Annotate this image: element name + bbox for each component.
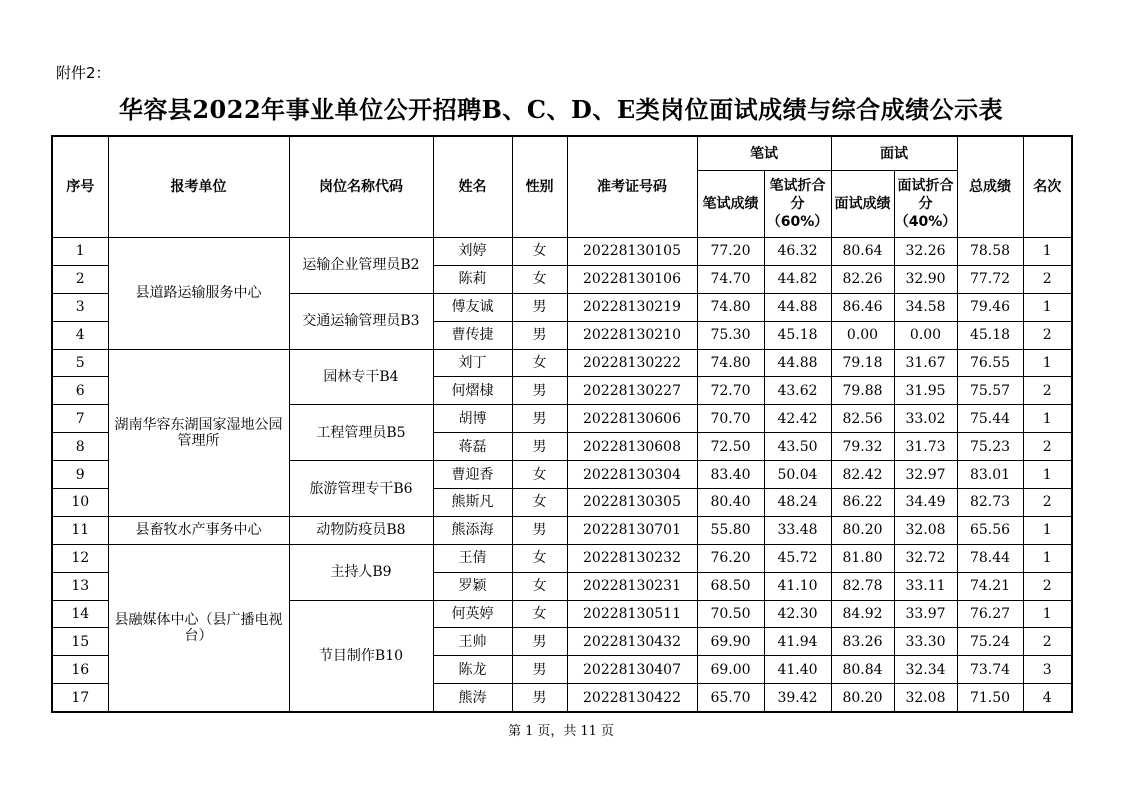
footer-prefix: 第 <box>508 724 522 739</box>
interview-converted-cell: 32.08 <box>894 516 957 544</box>
unit-cell: 县融媒体中心（县广播电视台） <box>108 544 289 712</box>
ticket-cell: 20228130511 <box>567 600 697 628</box>
total-score-cell: 78.44 <box>957 544 1023 572</box>
written-score-cell: 69.00 <box>697 656 764 684</box>
written-converted-cell: 44.88 <box>764 349 831 377</box>
interview-converted-cell: 31.73 <box>894 433 957 461</box>
written-score-cell: 72.70 <box>697 377 764 405</box>
gender-cell: 女 <box>512 265 567 293</box>
header-seq: 序号 <box>52 136 108 238</box>
seq-cell: 2 <box>52 265 108 293</box>
gender-cell: 男 <box>512 628 567 656</box>
name-cell: 王帅 <box>433 628 512 656</box>
interview-score-cell: 82.78 <box>831 572 894 600</box>
interview-converted-cell: 31.95 <box>894 377 957 405</box>
written-converted-cell: 45.72 <box>764 544 831 572</box>
header-name: 姓名 <box>433 136 512 238</box>
interview-score-cell: 86.46 <box>831 293 894 321</box>
footer-mid: 页，共 <box>537 724 577 739</box>
seq-cell: 1 <box>52 238 108 266</box>
header-ticket: 准考证号码 <box>567 136 697 238</box>
ticket-cell: 20228130432 <box>567 628 697 656</box>
written-score-cell: 70.70 <box>697 405 764 433</box>
name-cell: 胡博 <box>433 405 512 433</box>
seq-cell: 16 <box>52 656 108 684</box>
position-cell: 节目制作B10 <box>289 600 433 712</box>
name-cell: 陈莉 <box>433 265 512 293</box>
rank-cell: 2 <box>1023 628 1072 656</box>
written-converted-cell: 50.04 <box>764 461 831 489</box>
rank-cell: 2 <box>1023 433 1072 461</box>
rank-cell: 2 <box>1023 265 1072 293</box>
position-cell: 交通运输管理员B3 <box>289 293 433 349</box>
interview-converted-cell: 32.90 <box>894 265 957 293</box>
ticket-cell: 20228130219 <box>567 293 697 321</box>
gender-cell: 男 <box>512 433 567 461</box>
written-converted-cell: 39.42 <box>764 684 831 712</box>
header-interview-group: 面试 <box>831 136 957 171</box>
written-converted-cell: 41.40 <box>764 656 831 684</box>
interview-converted-cell: 32.34 <box>894 656 957 684</box>
header-total: 总成绩 <box>957 136 1023 238</box>
gender-cell: 女 <box>512 489 567 517</box>
seq-cell: 14 <box>52 600 108 628</box>
written-score-cell: 77.20 <box>697 238 764 266</box>
seq-cell: 12 <box>52 544 108 572</box>
written-score-cell: 74.80 <box>697 349 764 377</box>
header-written-converted: 笔试折合分（60%） <box>764 171 831 238</box>
gender-cell: 女 <box>512 461 567 489</box>
written-score-cell: 55.80 <box>697 516 764 544</box>
rank-cell: 1 <box>1023 293 1072 321</box>
position-cell: 工程管理员B5 <box>289 405 433 461</box>
total-score-cell: 73.74 <box>957 656 1023 684</box>
total-score-cell: 75.23 <box>957 433 1023 461</box>
ticket-cell: 20228130227 <box>567 377 697 405</box>
position-cell: 园林专干B4 <box>289 349 433 405</box>
header-position: 岗位名称代码 <box>289 136 433 238</box>
seq-cell: 5 <box>52 349 108 377</box>
header-interview-score: 面试成绩 <box>831 171 894 238</box>
written-converted-cell: 43.62 <box>764 377 831 405</box>
position-cell: 运输企业管理员B2 <box>289 238 433 294</box>
seq-cell: 9 <box>52 461 108 489</box>
name-cell: 刘丁 <box>433 349 512 377</box>
gender-cell: 男 <box>512 656 567 684</box>
table-row <box>52 349 1072 377</box>
interview-score-cell: 82.56 <box>831 405 894 433</box>
footer-page: 1 <box>525 724 534 739</box>
total-score-cell: 65.56 <box>957 516 1023 544</box>
written-score-cell: 83.40 <box>697 461 764 489</box>
written-score-cell: 74.70 <box>697 265 764 293</box>
interview-converted-cell: 32.08 <box>894 684 957 712</box>
total-score-cell: 83.01 <box>957 461 1023 489</box>
gender-cell: 男 <box>512 684 567 712</box>
page-footer <box>0 720 1122 739</box>
total-score-cell: 76.55 <box>957 349 1023 377</box>
total-score-cell: 74.21 <box>957 572 1023 600</box>
total-score-cell: 75.24 <box>957 628 1023 656</box>
seq-cell: 10 <box>52 489 108 517</box>
total-score-cell: 75.44 <box>957 405 1023 433</box>
rank-cell: 1 <box>1023 405 1072 433</box>
total-score-cell: 76.27 <box>957 600 1023 628</box>
name-cell: 刘婷 <box>433 238 512 266</box>
total-score-cell: 79.46 <box>957 293 1023 321</box>
gender-cell: 男 <box>512 516 567 544</box>
interview-score-cell: 83.26 <box>831 628 894 656</box>
unit-cell: 县道路运输服务中心 <box>108 238 289 350</box>
interview-converted-cell: 0.00 <box>894 321 957 349</box>
name-cell: 曹迎香 <box>433 461 512 489</box>
ticket-cell: 20228130232 <box>567 544 697 572</box>
interview-converted-cell: 34.49 <box>894 489 957 517</box>
ticket-cell: 20228130304 <box>567 461 697 489</box>
interview-converted-cell: 31.67 <box>894 349 957 377</box>
gender-cell: 男 <box>512 293 567 321</box>
written-converted-cell: 41.94 <box>764 628 831 656</box>
interview-converted-cell: 33.30 <box>894 628 957 656</box>
table-row <box>52 238 1072 266</box>
gender-cell: 男 <box>512 321 567 349</box>
gender-cell: 女 <box>512 238 567 266</box>
gender-cell: 男 <box>512 377 567 405</box>
interview-score-cell: 80.20 <box>831 684 894 712</box>
rank-cell: 3 <box>1023 656 1072 684</box>
interview-converted-cell: 33.02 <box>894 405 957 433</box>
total-score-cell: 77.72 <box>957 265 1023 293</box>
rank-cell: 1 <box>1023 516 1072 544</box>
written-converted-cell: 42.30 <box>764 600 831 628</box>
footer-total-pages: 11 <box>580 724 597 739</box>
rank-cell: 2 <box>1023 377 1072 405</box>
rank-cell: 1 <box>1023 349 1072 377</box>
ticket-cell: 20228130106 <box>567 265 697 293</box>
written-converted-cell: 44.88 <box>764 293 831 321</box>
ticket-cell: 20228130608 <box>567 433 697 461</box>
header-rank: 名次 <box>1023 136 1072 238</box>
written-converted-cell: 44.82 <box>764 265 831 293</box>
interview-score-cell: 79.32 <box>831 433 894 461</box>
written-score-cell: 76.20 <box>697 544 764 572</box>
name-cell: 王倩 <box>433 544 512 572</box>
table-row <box>52 516 1072 544</box>
name-cell: 曹传捷 <box>433 321 512 349</box>
written-converted-cell: 43.50 <box>764 433 831 461</box>
name-cell: 陈龙 <box>433 656 512 684</box>
gender-cell: 女 <box>512 572 567 600</box>
name-cell: 何英婷 <box>433 600 512 628</box>
header-interview-converted: 面试折合分（40%） <box>894 171 957 238</box>
interview-score-cell: 79.18 <box>831 349 894 377</box>
name-cell: 蒋磊 <box>433 433 512 461</box>
ticket-cell: 20228130422 <box>567 684 697 712</box>
name-cell: 熊添海 <box>433 516 512 544</box>
rank-cell: 4 <box>1023 684 1072 712</box>
rank-cell: 1 <box>1023 544 1072 572</box>
header-written-score: 笔试成绩 <box>697 171 764 238</box>
written-score-cell: 74.80 <box>697 293 764 321</box>
rank-cell: 2 <box>1023 572 1072 600</box>
written-score-cell: 75.30 <box>697 321 764 349</box>
interview-score-cell: 80.64 <box>831 238 894 266</box>
ticket-cell: 20228130701 <box>567 516 697 544</box>
ticket-cell: 20228130231 <box>567 572 697 600</box>
total-score-cell: 82.73 <box>957 489 1023 517</box>
total-score-cell: 78.58 <box>957 238 1023 266</box>
ticket-cell: 20228130305 <box>567 489 697 517</box>
gender-cell: 男 <box>512 405 567 433</box>
written-score-cell: 70.50 <box>697 600 764 628</box>
interview-score-cell: 0.00 <box>831 321 894 349</box>
written-converted-cell: 33.48 <box>764 516 831 544</box>
rank-cell: 1 <box>1023 238 1072 266</box>
seq-cell: 13 <box>52 572 108 600</box>
seq-cell: 15 <box>52 628 108 656</box>
written-score-cell: 65.70 <box>697 684 764 712</box>
attachment-label: 附件2： <box>56 64 111 82</box>
position-cell: 主持人B9 <box>289 544 433 600</box>
position-cell: 动物防疫员B8 <box>289 516 433 544</box>
written-score-cell: 69.90 <box>697 628 764 656</box>
total-score-cell: 75.57 <box>957 377 1023 405</box>
ticket-cell: 20228130407 <box>567 656 697 684</box>
interview-score-cell: 80.84 <box>831 656 894 684</box>
header-unit: 报考单位 <box>108 136 289 238</box>
written-converted-cell: 41.10 <box>764 572 831 600</box>
seq-cell: 3 <box>52 293 108 321</box>
unit-cell: 县畜牧水产事务中心 <box>108 516 289 544</box>
interview-score-cell: 86.22 <box>831 489 894 517</box>
position-cell: 旅游管理专干B6 <box>289 461 433 517</box>
ticket-cell: 20228130606 <box>567 405 697 433</box>
interview-score-cell: 82.26 <box>831 265 894 293</box>
ticket-cell: 20228130210 <box>567 321 697 349</box>
interview-score-cell: 82.42 <box>831 461 894 489</box>
ticket-cell: 20228130222 <box>567 349 697 377</box>
written-score-cell: 80.40 <box>697 489 764 517</box>
name-cell: 罗颖 <box>433 572 512 600</box>
score-table <box>51 135 1073 713</box>
total-score-cell: 71.50 <box>957 684 1023 712</box>
seq-cell: 11 <box>52 516 108 544</box>
written-converted-cell: 45.18 <box>764 321 831 349</box>
name-cell: 傅友诚 <box>433 293 512 321</box>
ticket-cell: 20228130105 <box>567 238 697 266</box>
rank-cell: 1 <box>1023 600 1072 628</box>
page-title: 华容县2022年事业单位公开招聘B、C、D、E类岗位面试成绩与综合成绩公示表 <box>118 95 1004 124</box>
written-converted-cell: 42.42 <box>764 405 831 433</box>
interview-converted-cell: 32.26 <box>894 238 957 266</box>
written-score-cell: 72.50 <box>697 433 764 461</box>
interview-converted-cell: 32.72 <box>894 544 957 572</box>
gender-cell: 女 <box>512 349 567 377</box>
rank-cell: 1 <box>1023 461 1072 489</box>
interview-converted-cell: 33.11 <box>894 572 957 600</box>
table-body <box>52 238 1072 713</box>
header-gender: 性别 <box>512 136 567 238</box>
written-score-cell: 68.50 <box>697 572 764 600</box>
name-cell: 熊涛 <box>433 684 512 712</box>
interview-converted-cell: 32.97 <box>894 461 957 489</box>
rank-cell: 2 <box>1023 489 1072 517</box>
interview-score-cell: 80.20 <box>831 516 894 544</box>
interview-score-cell: 84.92 <box>831 600 894 628</box>
gender-cell: 女 <box>512 600 567 628</box>
written-converted-cell: 48.24 <box>764 489 831 517</box>
total-score-cell: 45.18 <box>957 321 1023 349</box>
name-cell: 何熠棣 <box>433 377 512 405</box>
seq-cell: 8 <box>52 433 108 461</box>
seq-cell: 6 <box>52 377 108 405</box>
seq-cell: 17 <box>52 684 108 712</box>
gender-cell: 女 <box>512 544 567 572</box>
interview-converted-cell: 33.97 <box>894 600 957 628</box>
table-row <box>52 544 1072 572</box>
footer-suffix: 页 <box>600 724 614 739</box>
interview-score-cell: 79.88 <box>831 377 894 405</box>
written-converted-cell: 46.32 <box>764 238 831 266</box>
seq-cell: 4 <box>52 321 108 349</box>
name-cell: 熊斯凡 <box>433 489 512 517</box>
seq-cell: 7 <box>52 405 108 433</box>
header-written-group: 笔试 <box>697 136 831 171</box>
interview-converted-cell: 34.58 <box>894 293 957 321</box>
interview-score-cell: 81.80 <box>831 544 894 572</box>
rank-cell: 2 <box>1023 321 1072 349</box>
unit-cell: 湖南华容东湖国家湿地公园管理所 <box>108 349 289 516</box>
